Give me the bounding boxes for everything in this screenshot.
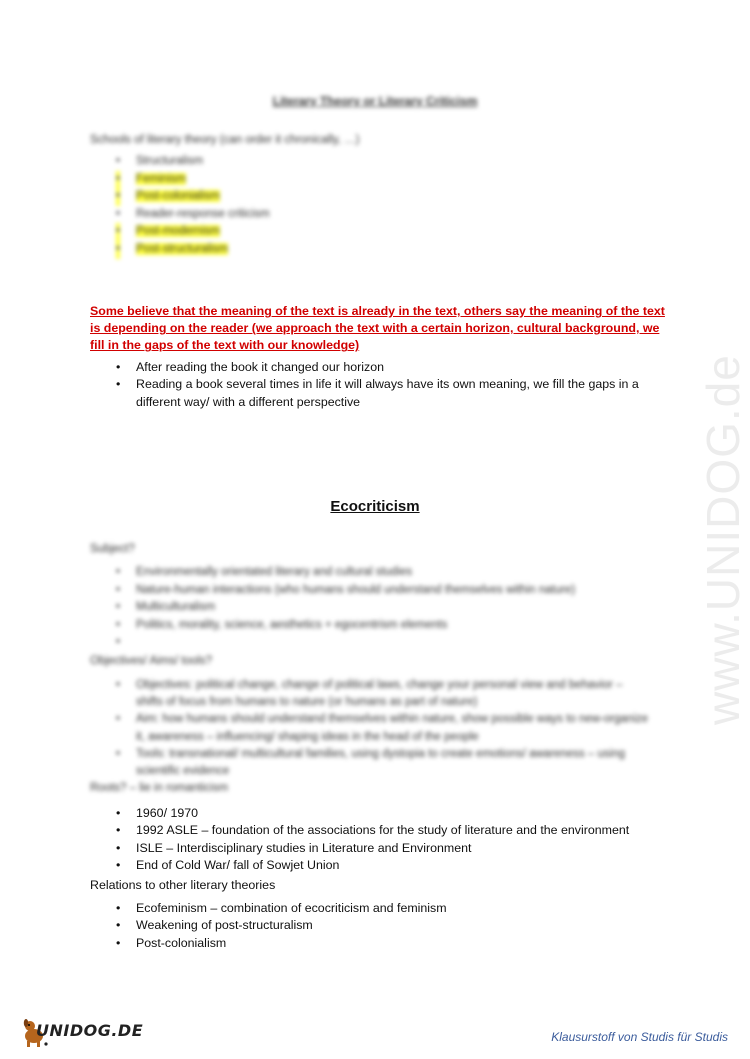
list-item: • 1992 ASLE – foundation of the associations for the study of literature and the environment	[116, 823, 630, 838]
page-title: Literary Theory or Literary Criticism	[272, 94, 478, 108]
list-item: • 1960/ 1970	[116, 806, 199, 820]
list-item: • Ecofeminism – combination of ecocriticism and feminism	[116, 901, 447, 915]
list-item: • Nature-human interactions (who humans should understand themselves within nature)	[116, 583, 576, 596]
footer-tagline: Klausurstoff von Studis für Studis	[551, 1030, 728, 1044]
list-item: • Post-modernism	[90, 223, 270, 241]
list-item: • Post-colonialism	[90, 188, 270, 206]
list-item: • Multiculturalism	[116, 601, 216, 614]
list-item: • Reading a book several times in life it will always have its own meaning, we fill the gaps in a different way/ with a different perspective	[116, 377, 639, 409]
list-item: • Environmentally orientated literary and cultural studies	[116, 566, 413, 578]
list-item: • Aim: how humans should understand themselves within nature, show possible ways to new-organize it, awareness – influencing/ shaping ideas in the head of the people	[116, 713, 649, 743]
list-item: • Weakening of post-structuralism	[116, 918, 313, 933]
list-item: • Structuralism	[116, 155, 204, 167]
schools-list	[90, 153, 270, 259]
watermark: www.UNIDOG.de	[697, 354, 749, 725]
list-item: • ISLE – Interdisciplinary studies in Literature and Environment	[116, 840, 472, 855]
roots-list	[90, 805, 670, 875]
list-item: • Feminism	[90, 171, 270, 189]
section-heading-ecocriticism: Ecocriticism	[330, 498, 420, 515]
subject-list: • Environmentally orientated literary and cultural studies • Nature-human interactions (who humans should understand themselves within nature) • Multiculturalism • Politics, morality, science, aesthetics + egocentrism elements •	[90, 564, 650, 634]
list-item: • Politics, morality, science, aesthetics + egocentrism elements	[116, 618, 448, 631]
objectives-label: Objectives/ Aims/ tools?	[90, 655, 213, 667]
list-item: • Objectives: political change, change of political laws, change your personal view and behavior – shifts of focus from humans to nature (or humans as part of nature)	[116, 679, 623, 709]
footer-logo-text[interactable]: UNIDOG.DE	[36, 1021, 144, 1040]
list-item: • After reading the book it changed our horizon	[116, 360, 384, 374]
list-item: • Tools: transnational/ multicultural families, using dystopia to create emotions/ awareness – using scientific evidence	[116, 747, 625, 778]
relations-list	[90, 900, 650, 952]
roots-label: Roots? – lie in romanticism	[90, 782, 229, 794]
reader-list	[90, 359, 660, 411]
red-note: Some believe that the meaning of the text is already in the text, others say the meaning of the text is depending on the reader (we approach the text with a certain horizon, cultural background, we fill in the gaps of the text with our knowledge)	[90, 304, 665, 353]
list-item: • Post-structuralism	[90, 241, 270, 259]
list-item: • Reader-response criticism	[116, 207, 270, 220]
objectives-list	[90, 677, 650, 780]
schools-intro: Schools of literary theory (can order it chronically, …)	[90, 134, 360, 146]
relations-label: Relations to other literary theories	[90, 878, 276, 892]
list-item: • End of Cold War/ fall of Sowjet Union	[116, 858, 340, 873]
list-item: • Post-colonialism	[116, 935, 227, 950]
subject-label: Subject?	[90, 543, 135, 555]
